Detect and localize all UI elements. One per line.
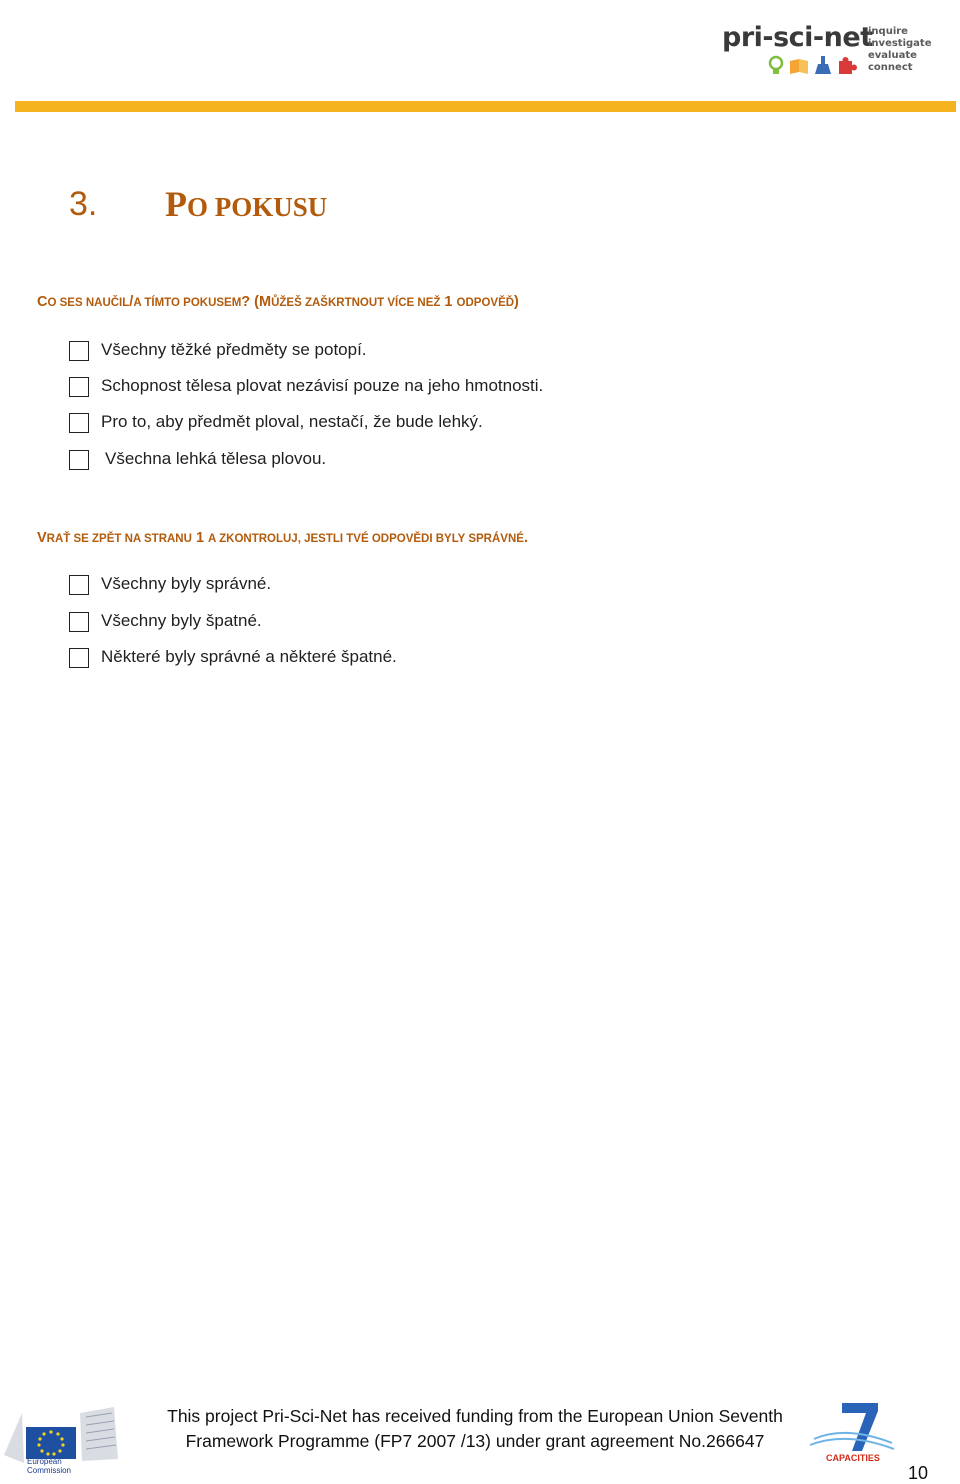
logo-tagline-item: investigate (868, 38, 932, 49)
question-heading (37, 530, 528, 546)
checkbox[interactable] (69, 377, 89, 397)
puzzle-icon (839, 57, 857, 74)
section-number: 3. (69, 185, 98, 223)
checkbox[interactable] (69, 612, 89, 632)
question-text: A ZKONTROLUJ, JESTLI TVÉ ODPOVĚDI BYLY SPRÁVNÉ (208, 533, 524, 545)
answer-option-label: Všechny těžké předměty se potopí. (101, 340, 367, 359)
question-text: RAŤ SE ZPĚT NA STRANU (46, 533, 192, 545)
checkbox[interactable] (69, 575, 89, 595)
question-text: ODPOVĚĎ (456, 297, 515, 309)
answer-option-label: Schopnost tělesa plovat nezávisí pouze na jeho hmotnosti. (101, 376, 544, 395)
question-text: O SES NAUČIL (47, 297, 130, 309)
page-number: 10 (908, 1463, 929, 1483)
fp7-caption: CAPACITIES (826, 1453, 880, 1463)
question-text: C (37, 294, 48, 310)
funding-notice (130, 1404, 820, 1454)
funding-notice-line: Framework Programme (FP7 2007 /13) under grant agreement No.266647 (185, 1431, 765, 1451)
question-text: / (129, 294, 134, 310)
eu-caption-line: European (27, 1457, 62, 1466)
eu-caption-line: Commission (27, 1466, 72, 1475)
question-text: 1 (191, 530, 209, 546)
funding-notice-line: This project Pri-Sci-Net has received funding from the European Union Seventh (167, 1406, 783, 1426)
logo-tagline-item: inquire (868, 26, 908, 37)
section-title-rest: O POKUSU (187, 192, 328, 222)
checkbox[interactable] (69, 450, 89, 470)
question-text: ŮŽEŠ ZAŠKRTNOUT VÍCE NEŽ (271, 297, 441, 309)
question-text: A TÍMTO POKUSEM (133, 297, 242, 309)
book-icon (790, 59, 808, 74)
logo-tagline-item: connect (868, 62, 913, 73)
question-text: ) (514, 294, 519, 310)
logo-icons (768, 55, 860, 77)
question-text: V (37, 530, 47, 546)
eu-caption (27, 1457, 71, 1475)
logo-tagline (868, 26, 931, 74)
answer-option-label: Pro to, aby předmět ploval, nestačí, že bude lehký. (101, 412, 483, 431)
section-title (165, 183, 327, 225)
answer-option-label: Všechny byly špatné. (101, 611, 262, 630)
answer-option-label: Některé byly správné a některé špatné. (101, 647, 397, 666)
checkbox[interactable] (69, 648, 89, 668)
checkbox[interactable] (69, 413, 89, 433)
question-heading (37, 294, 519, 310)
question-text: ? (M (241, 294, 272, 310)
section-title-initial: P (165, 184, 187, 224)
lightbulb-icon (770, 57, 782, 74)
pri-sci-net-logo (722, 22, 932, 80)
question-text: . (523, 530, 528, 546)
answer-option-label: Všechny byly správné. (101, 574, 272, 593)
flask-icon (815, 56, 831, 74)
logo-wordmark: pri-sci-net (722, 22, 873, 53)
answer-option-label: Všechna lehká tělesa plovou. (105, 449, 327, 468)
checkbox[interactable] (69, 341, 89, 361)
header-divider-bar (15, 101, 956, 112)
question-text: 1 (440, 294, 457, 310)
logo-tagline-item: evaluate (868, 50, 917, 61)
